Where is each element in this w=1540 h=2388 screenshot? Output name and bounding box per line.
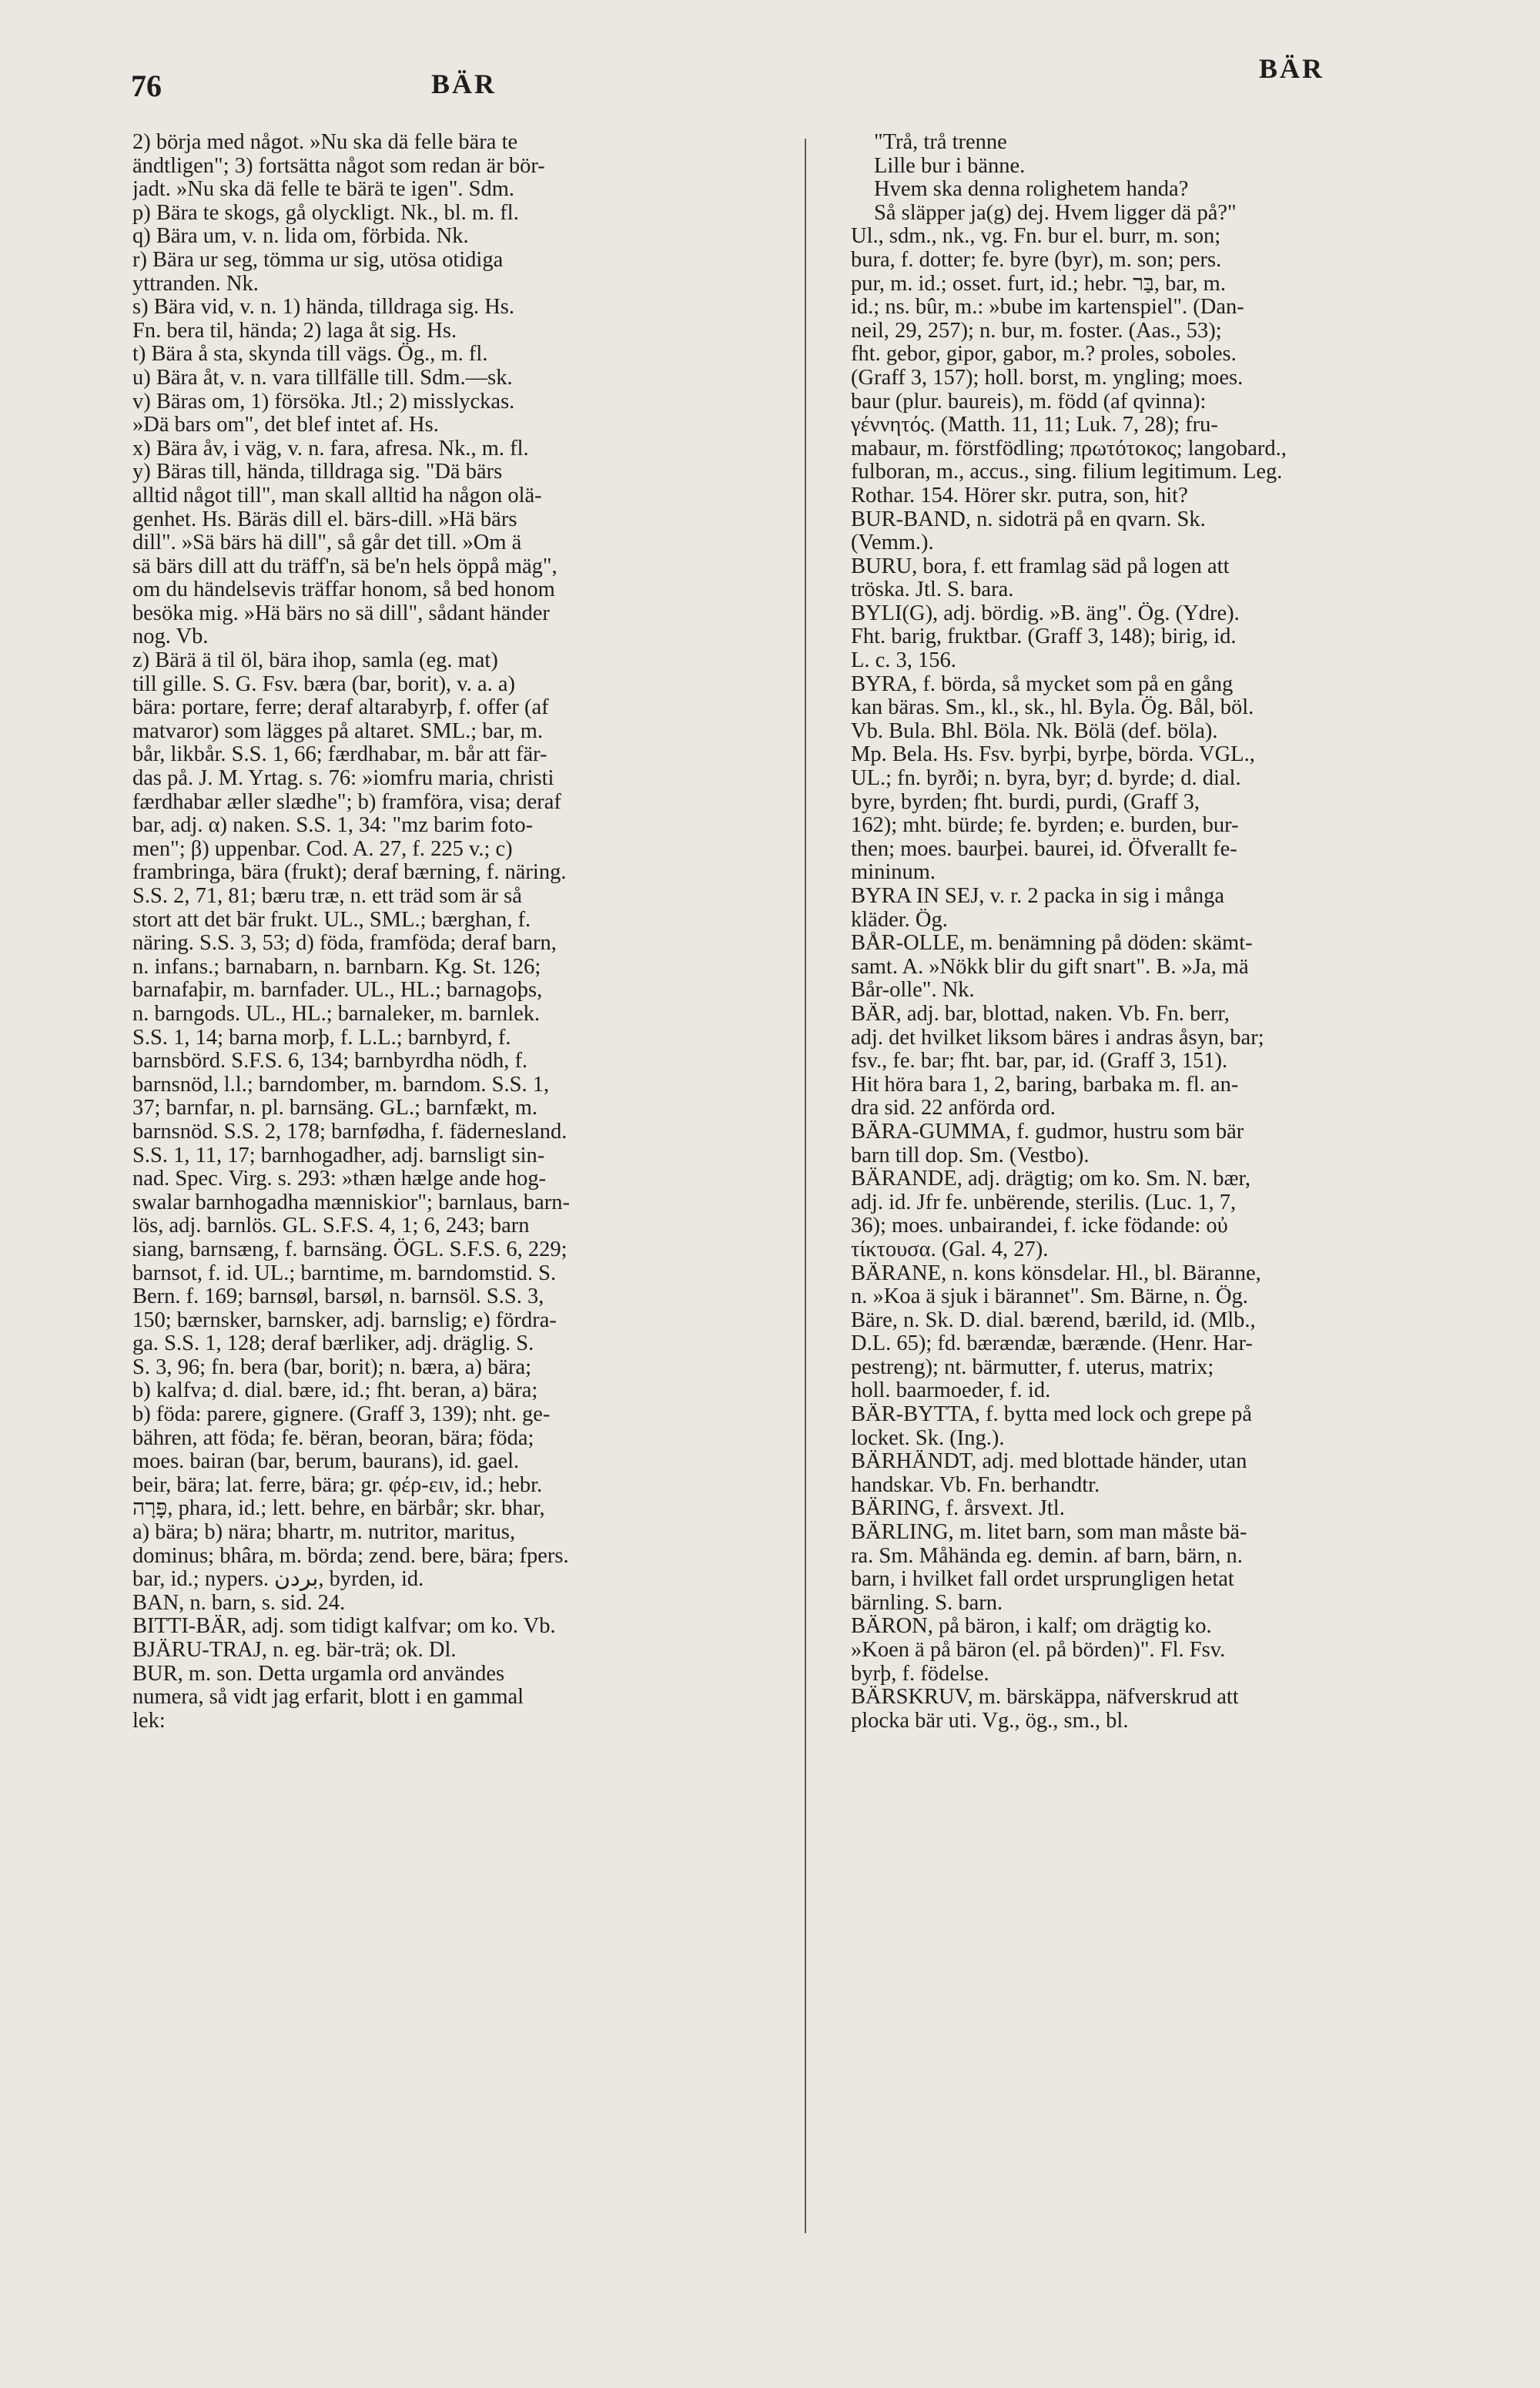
text-line: Vb. Bula. Bhl. Böla. Nk. Bölä (def. böla). [851, 719, 1218, 743]
text-line: Hvem ska denna rolighetem handa? [874, 178, 1189, 202]
text-line: Lille bur i bänne. [874, 154, 1026, 178]
text-line: alltid något till", man skall alltid ha någon olä- [132, 484, 542, 507]
text-line: 162); mht. bürde; fe. byrden; e. burden, bur- [851, 814, 1239, 838]
text-line: BUR, m. son. Detta urgamla ord användes [132, 1662, 505, 1686]
text-line: 2) börja med något. »Nu ska dä felle bära te [132, 131, 518, 154]
text-line: näring. S.S. 3, 53; d) föda, framföda; deraf barn, [132, 932, 557, 956]
text-line: ga. S.S. 1, 128; deraf bærliker, adj. dräglig. S. [132, 1332, 534, 1356]
text-line: Fn. bera til, hända; 2) laga åt sig. Hs. [132, 319, 457, 343]
text-line: BÄR, adj. bar, blottad, naken. Vb. Fn. berr, [851, 1002, 1230, 1026]
column-divider [805, 139, 806, 2233]
text-line: holl. baarmoeder, f. id. [851, 1379, 1051, 1403]
text-line: lös, adj. barnlös. GL. S.F.S. 4, 1; 6, 243; barn [132, 1214, 530, 1238]
left-column [132, 131, 779, 2349]
text-line: locket. Sk. (Ing.). [851, 1426, 1005, 1450]
text-line: kläder. Ög. [851, 908, 948, 932]
text-line: Bern. f. 169; barnsøl, barsøl, n. barnsöl. S.S. 3, [132, 1285, 544, 1309]
text-line: færdhabar æller slædhe"; b) framföra, visa; deraf [132, 790, 561, 814]
text-line: BÅR-OLLE, m. benämning på döden: skämt- [851, 932, 1253, 956]
text-line: dra sid. 22 anförda ord. [851, 1097, 1056, 1120]
text-line: a) bära; b) nära; bhartr, m. nutritor, maritus, [132, 1521, 516, 1545]
text-line: BURU, bora, f. ett framlag säd på logen att [851, 554, 1230, 578]
text-line: bura, f. dotter; fe. byre (byr), m. son; pers. [851, 248, 1222, 272]
text-line: b) föda: parere, gignere. (Graff 3, 139); nht. ge- [132, 1403, 551, 1427]
text-line: BJÄRU-TRAJ, n. eg. bär-trä; ok. Dl. [132, 1639, 457, 1662]
text-line: »Koen ä på bäron (el. på börden)". Fl. Fsv. [851, 1639, 1226, 1662]
text-line: adj. det hvilket liksom bäres i andras åsyn, bar; [851, 1026, 1264, 1050]
text-line: bärnling. S. barn. [851, 1591, 1003, 1615]
text-line: handskar. Vb. Fn. berhandtr. [851, 1473, 1100, 1497]
text-line: men"; β) uppenbar. Cod. A. 27, f. 225 v.; c) [132, 837, 513, 861]
text-line: BITTI-BÄR, adj. som tidigt kalfvar; om ko. Vb. [132, 1615, 556, 1639]
text-line: 37; barnfar, n. pl. barnsäng. GL.; barnfækt, m. [132, 1097, 537, 1120]
text-line: then; moes. baurþei. baurei, id. Öfverallt fe- [851, 837, 1237, 861]
text-line: barnsnöd. S.S. 2, 178; barnfødha, f. fädernesland. [132, 1120, 567, 1144]
text-line: S.S. 1, 11, 17; barnhogadher, adj. barnsligt sin- [132, 1144, 545, 1167]
text-line: siang, barnsæng, f. barnsäng. ÖGL. S.F.S. 6, 229; [132, 1238, 567, 1261]
text-line: bår, likbår. S.S. 1, 66; færdhabar, m. bår att fär- [132, 743, 547, 767]
text-line: bar, adj. α) naken. S.S. 1, 34: "mz barim foto- [132, 814, 534, 838]
text-line: pur, m. id.; osset. furt, id.; hebr. בַּר, bar, m. [851, 272, 1226, 296]
text-line: τίκτουσα. (Gal. 4, 27). [851, 1238, 1049, 1261]
text-line: UL.; fn. byrði; n. byra, byr; d. byrde; d. dial. [851, 767, 1241, 791]
text-line: dill". »Sä bärs hä dill", så går det till. »Om ä [132, 531, 522, 555]
text-line: kan bäras. Sm., kl., sk., hl. Byla. Ög. Bål, böl. [851, 696, 1254, 720]
text-line: lek: [132, 1709, 166, 1733]
text-line: barn, i hvilket fall ordet ursprungligen hetat [851, 1568, 1234, 1592]
text-line: numera, så vidt jag erfarit, blott i en gammal [132, 1686, 524, 1710]
text-line: bar, id.; nypers. بردن, byrden, id. [132, 1568, 424, 1592]
text-line: "Trå, trå trenne [874, 131, 1007, 154]
text-line: barnsot, f. id. UL.; barntime, m. barndomstid. S. [132, 1261, 557, 1285]
text-line: S.S. 2, 71, 81; bæru træ, n. ett träd som är så [132, 885, 522, 908]
text-line: fulboran, m., accus., sing. filium legitimum. Leg. [851, 461, 1283, 484]
text-line: p) Bära te skogs, gå olyckligt. Nk., bl. m. fl. [132, 201, 519, 225]
text-line: till gille. S. G. Fsv. bæra (bar, borit), v. a. a) [132, 672, 515, 696]
text-line: barnafaþir, m. barnfader. UL., HL.; barnagoþs, [132, 979, 543, 1003]
text-line: fht. gebor, gipor, gabor, m.? proles, soboles. [851, 343, 1237, 367]
text-line: pestreng); nt. bärmutter, f. uterus, matrix; [851, 1355, 1214, 1379]
text-line: besöka mig. »Hä bärs no sä dill", sådant händer [132, 601, 550, 625]
text-line: adj. id. Jfr fe. unbërende, sterilis. (Luc. 1, 7, [851, 1191, 1237, 1214]
text-line: sä bärs dill att du träff'n, sä be'n hels öppå mäg", [132, 554, 557, 578]
text-line: BAN, n. barn, s. sid. 24. [132, 1591, 346, 1615]
text-line: z) Bärä ä til öl, bära ihop, samla (eg. mat) [132, 649, 498, 673]
text-line: id.; ns. bûr, m.: »bube im kartenspiel". (Dan- [851, 296, 1244, 320]
text-line: swalar barnhogadha mænniskior"; barnlaus, barn- [132, 1191, 571, 1214]
text-line: Mp. Bela. Hs. Fsv. byrþi, byrþe, börda. VGL., [851, 743, 1255, 767]
text-line: (Vemm.). [851, 531, 934, 555]
text-line: BÄRLING, m. litet barn, som man måste bä- [851, 1521, 1247, 1545]
right-column [851, 131, 1467, 2349]
text-line: s) Bära vid, v. n. 1) hända, tilldraga sig. Hs. [132, 296, 515, 320]
text-line: BUR-BAND, n. sidoträ på en qvarn. Sk. [851, 507, 1206, 531]
text-line: BÄR-BYTTA, f. bytta med lock och grepe på [851, 1403, 1252, 1427]
text-line: S. 3, 96; fn. bera (bar, borit); n. bæra, a) bära; [132, 1355, 532, 1379]
text-line: BYRA IN SEJ, v. r. 2 packa in sig i många [851, 885, 1224, 908]
text-line: ändtligen"; 3) fortsätta något som redan är bör- [132, 154, 545, 178]
text-line: Ul., sdm., nk., vg. Fn. bur el. burr, m. son; [851, 225, 1221, 249]
text-line: b) kalfva; d. dial. bære, id.; fht. beran, a) bära; [132, 1379, 538, 1403]
text-line: BÄRA-GUMMA, f. gudmor, hustru som bär [851, 1120, 1244, 1144]
text-line: stort att det bär frukt. UL., SML.; bærghan, f. [132, 908, 531, 932]
text-line: u) Bära åt, v. n. vara tillfälle till. Sdm.—sk. [132, 366, 513, 390]
left-running-head: BÄR [431, 69, 497, 99]
text-line: q) Bära um, v. n. lida om, förbida. Nk. [132, 225, 469, 249]
text-line: BÄRANE, n. kons könsdelar. Hl., bl. Bäranne, [851, 1261, 1261, 1285]
text-line: Rothar. 154. Hörer skr. putra, son, hit? [851, 484, 1188, 507]
text-line: beir, bära; lat. ferre, bära; gr. φέρ-ειν, id.; hebr. [132, 1473, 543, 1497]
text-line: tröska. Jtl. S. bara. [851, 578, 1014, 602]
text-line: פָּרָה, phara, id.; lett. behre, en bärbår; skr. bhar, [132, 1497, 545, 1521]
text-line: bähren, att föda; fe. bëran, beoran, bära; föda; [132, 1426, 534, 1450]
text-line: BÄRING, f. årsvext. Jtl. [851, 1497, 1065, 1521]
text-line: genhet. Hs. Bäräs dill el. bärs-dill. »Hä bärs [132, 507, 517, 531]
text-line: moes. bairan (bar, berum, baurans), id. gael. [132, 1450, 520, 1474]
text-line: neil, 29, 257); n. bur, m. foster. (Aas., 53); [851, 319, 1222, 343]
text-line: plocka bär uti. Vg., ög., sm., bl. [851, 1709, 1129, 1733]
text-line: barn till dop. Sm. (Vestbo). [851, 1144, 1090, 1167]
page-number: 76 [131, 69, 162, 103]
text-line: byre, byrden; fht. burdi, purdi, (Graff 3, [851, 790, 1200, 814]
text-line: D.L. 65); fd. bærændæ, bærænde. (Henr. Har- [851, 1332, 1253, 1356]
right-running-head: BÄR [1258, 53, 1324, 84]
text-line: fsv., fe. bar; fht. bar, par, id. (Graff 3, 151). [851, 1050, 1228, 1073]
text-line: n. infans.; barnabarn, n. barnbarn. Kg. St. 126; [132, 955, 541, 979]
text-line: x) Bära åv, i väg, v. n. fara, afresa. Nk., m. fl. [132, 437, 529, 461]
text-line: r) Bära ur seg, tömma ur sig, utösa otidiga [132, 248, 504, 272]
text-line: baur (plur. baureis), m. född (af qvinna): [851, 390, 1207, 414]
text-line: BYLI(G), adj. bördig. »B. äng". Ög. (Ydre). [851, 601, 1240, 625]
text-line: BÄRON, på bäron, i kalf; om drägtig ko. [851, 1615, 1212, 1639]
text-line: Bäre, n. Sk. D. dial. bærend, bærild, id. (Mlb., [851, 1308, 1256, 1332]
text-line: om du händelsevis träffar honom, så bed honom [132, 578, 555, 602]
text-line: barnsnöd, l.l.; barndomber, m. barndom. S.S. 1, [132, 1073, 550, 1097]
text-line: BÄRSKRUV, m. bärskäppa, näfverskrud att [851, 1686, 1239, 1710]
text-line: S.S. 1, 14; barna morþ, f. L.L.; barnbyrd, f. [132, 1026, 511, 1050]
text-line: Fht. barig, fruktbar. (Graff 3, 148); birig, id. [851, 625, 1237, 649]
text-line: barnsbörd. S.F.S. 6, 134; barnbyrdha nödh, f. [132, 1050, 528, 1073]
text-line: jadt. »Nu ska dä felle te bärä te igen". Sdm. [132, 178, 514, 202]
text-line: n. barngods. UL., HL.; barnaleker, m. barnlek. [132, 1002, 541, 1026]
text-line: nog. Vb. [132, 625, 209, 649]
text-line: ra. Sm. Måhända eg. demin. af barn, bärn, n. [851, 1544, 1243, 1568]
text-line: t) Bära å sta, skynda till vägs. Ög., m. fl. [132, 343, 488, 367]
text-line: 36); moes. unbairandei, f. icke födande: οὐ [851, 1214, 1228, 1238]
text-line: mabaur, m. förstfödling; πρωτότοκος; langobard., [851, 437, 1287, 461]
text-line: Bår-olle". Nk. [851, 979, 975, 1003]
text-line: 150; bærnsker, barnsker, adj. barnslig; e) fördra- [132, 1308, 557, 1332]
text-line: y) Bäras till, hända, tilldraga sig. "Dä bärs [132, 461, 503, 484]
text-line: BYRA, f. börda, så mycket som på en gång [851, 672, 1234, 696]
text-line: γέννητός. (Matth. 11, 11; Luk. 7, 28); fru- [851, 414, 1218, 437]
text-line: bära: portare, ferre; deraf altarabyrþ, f. offer (af [132, 696, 549, 720]
text-line: mininum. [851, 861, 936, 885]
text-line: v) Bäras om, 1) försöka. Jtl.; 2) misslyckas. [132, 390, 515, 414]
page-header [131, 52, 1424, 114]
text-line: Hit höra bara 1, 2, baring, barbaka m. fl. an- [851, 1073, 1239, 1097]
text-line: BÄRHÄNDT, adj. med blottade händer, utan [851, 1450, 1247, 1474]
text-line: das på. J. M. Yrtag. s. 76: »iomfru maria, christi [132, 767, 554, 791]
text-line: BÄRANDE, adj. drägtig; om ko. Sm. N. bær, [851, 1167, 1250, 1191]
text-line: (Graff 3, 157); holl. borst, m. yngling; moes. [851, 366, 1244, 390]
text-line: »Dä bars om", det blef intet af. Hs. [132, 414, 439, 437]
text-line: Så släpper ja(g) dej. Hvem ligger dä på?" [874, 201, 1237, 225]
text-line: n. »Koa ä sjuk i bärannet". Sm. Bärne, n. Ög. [851, 1285, 1248, 1309]
text-line: matvaror) som lägges på altaret. SML.; bar, m. [132, 719, 544, 743]
text-line: frambringa, bära (frukt); deraf bærning, f. näring. [132, 861, 567, 885]
text-line: samt. A. »Nökk blir du gift snart". B. »Ja, mä [851, 955, 1249, 979]
text-line: nad. Spec. Virg. s. 293: »thæn hælge ande hog- [132, 1167, 547, 1191]
text-line: byrþ, f. födelse. [851, 1662, 989, 1686]
text-line: dominus; bhâra, m. börda; zend. bere, bära; fpers. [132, 1544, 569, 1568]
text-line: yttranden. Nk. [132, 272, 259, 296]
text-line: L. c. 3, 156. [851, 649, 956, 673]
